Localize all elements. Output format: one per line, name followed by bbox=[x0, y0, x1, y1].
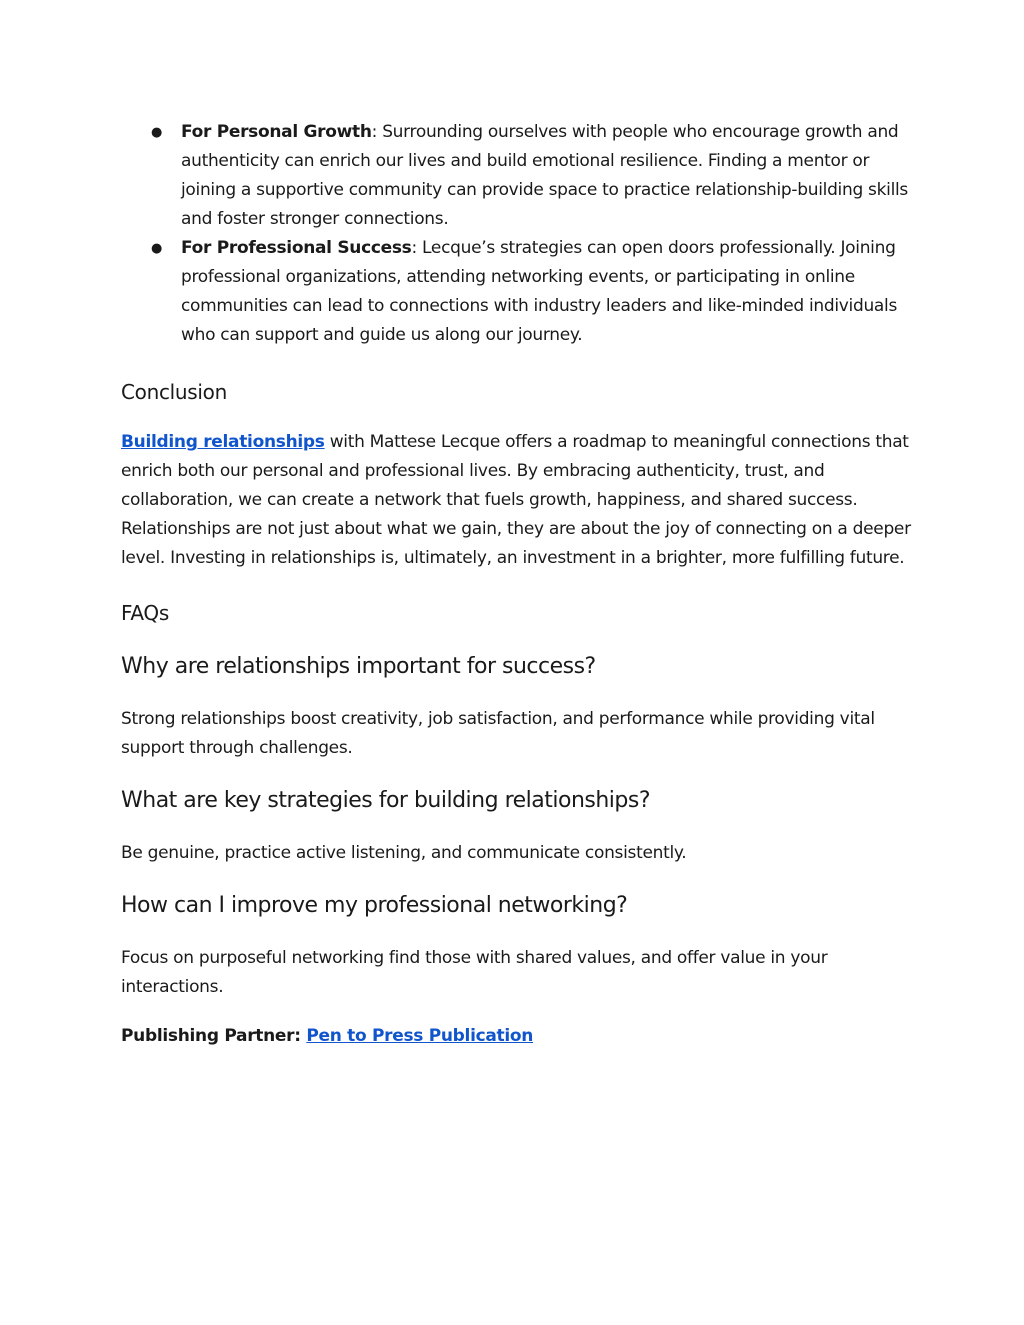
faq-answer: Focus on purposeful networking find those with shared values, and offer value in your interactions. bbox=[121, 948, 828, 997]
faq-answer: Strong relationships boost creativity, job satisfaction, and performance while providing vital support through challenges. bbox=[121, 709, 875, 758]
bullet-icon: ● bbox=[151, 125, 163, 140]
list-item-professional-success bbox=[121, 234, 911, 350]
publishing-partner-line bbox=[121, 1022, 911, 1051]
list-item-lead: For Personal Growth bbox=[181, 122, 372, 142]
list-item-personal-growth bbox=[121, 118, 911, 234]
conclusion-paragraph bbox=[121, 428, 911, 573]
list-item-lead: For Professional Success bbox=[181, 238, 412, 258]
conclusion-heading: Conclusion bbox=[121, 380, 227, 404]
document-page bbox=[121, 118, 911, 1051]
building-relationships-link[interactable]: Building relationships bbox=[121, 432, 325, 452]
list-item-text: : Surrounding ourselves with people who encourage growth and authenticity can enrich our lives and build emotional resilience. Finding a mentor or joining a supportive community can provide space to practice relationship-building skills and foster stronger connections. bbox=[181, 122, 908, 229]
benefits-list bbox=[121, 118, 911, 350]
bullet-icon: ● bbox=[151, 241, 163, 256]
pen-to-press-link[interactable]: Pen to Press Publication bbox=[306, 1026, 534, 1046]
conclusion-text: with Mattese Lecque offers a roadmap to meaningful connections that enrich both our personal and professional lives. By embracing authenticity, trust, and collaboration, we can create a network that fuels growth, happiness, and shared success. Relationships are not just about what we gain, they are about the joy of connecting on a deeper level. Investing in relationships is, ultimately, an investment in a brighter, more fulfilling future. bbox=[121, 432, 911, 568]
faqs-heading: FAQs bbox=[121, 601, 169, 625]
faq-question: How can I improve my professional networking? bbox=[121, 893, 628, 918]
list-item-text: : Lecque’s strategies can open doors professionally. Joining professional organizations, attending networking events, or participating in online communities can lead to connections with industry leaders and like-minded individuals who can support and guide us along our journey. bbox=[181, 238, 898, 345]
faq-question: What are key strategies for building relationships? bbox=[121, 788, 651, 813]
faq-question: Why are relationships important for success? bbox=[121, 654, 596, 679]
publishing-partner-label: Publishing Partner: bbox=[121, 1026, 307, 1046]
faq-answer: Be genuine, practice active listening, and communicate consistently. bbox=[121, 843, 687, 863]
